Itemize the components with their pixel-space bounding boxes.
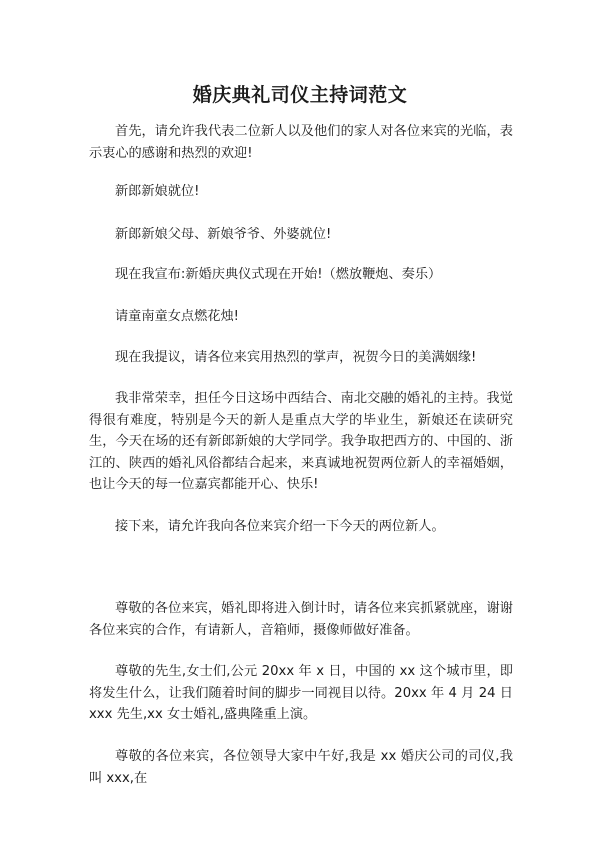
paragraph-parents-in-place: 新郎新娘父母、新娘爷爷、外婆就位! (115, 227, 332, 242)
paragraph-applause: 现在我提议，请各位来宾用热烈的掌声，祝贺今日的美满姻缘! (115, 350, 477, 365)
paragraph-welcome: 首先，请允许我代表二位新人以及他们的家人对各位来宾的光临，表示衷心的感谢和热烈的欢迎! (89, 124, 513, 161)
paragraph-host-intro: 我非常荣幸，担任今日这场中西结合、南北交融的婚礼的主持。我觉得很有难度，特别是今天的新人是重点大学的毕业生，新娘还在读研究生，今天在场的还有新郎新娘的大学同学。我争取把西方的、中国的、浙江的、陕西的婚礼风俗都结合起来，来真诚地祝贺两位新人的幸福婚姻，也让今天的每一位嘉宾都能开心、快乐! (89, 391, 513, 492)
paragraph-light-candles: 请童南童女点燃花烛! (115, 309, 239, 324)
paragraph-couple-in-place: 新郎新娘就位! (115, 184, 200, 199)
document-title: 婚庆典礼司仪主持词范文 (192, 84, 408, 106)
paragraph-introduce-couple: 接下来，请允许我向各位来宾介绍一下今天的两位新人。 (115, 519, 445, 534)
paragraph-date-announcement: 尊敬的先生,女士们,公元 20xx 年 x 日，中国的 xx 这个城市里，即将发生什么，让我们随着时间的脚步一同视目以待。20xx 年 4 月 24 日 xxx 先生,xx 女士婚礼,盛典隆重上演。 (89, 664, 513, 722)
paragraph-countdown: 尊敬的各位来宾，婚礼即将进入倒计时，请各位来宾抓紧就座，谢谢各位来宾的合作，有请新人，音箱师，摄像师做好准备。 (89, 601, 513, 638)
paragraph-ceremony-start: 现在我宣布:新婚庆典仪式现在开始!（燃放鞭炮、奏乐） (115, 267, 442, 282)
paragraph-greeting: 尊敬的各位来宾，各位领导大家中午好,我是 xx 婚庆公司的司仪,我叫 xxx,在 (89, 749, 513, 786)
